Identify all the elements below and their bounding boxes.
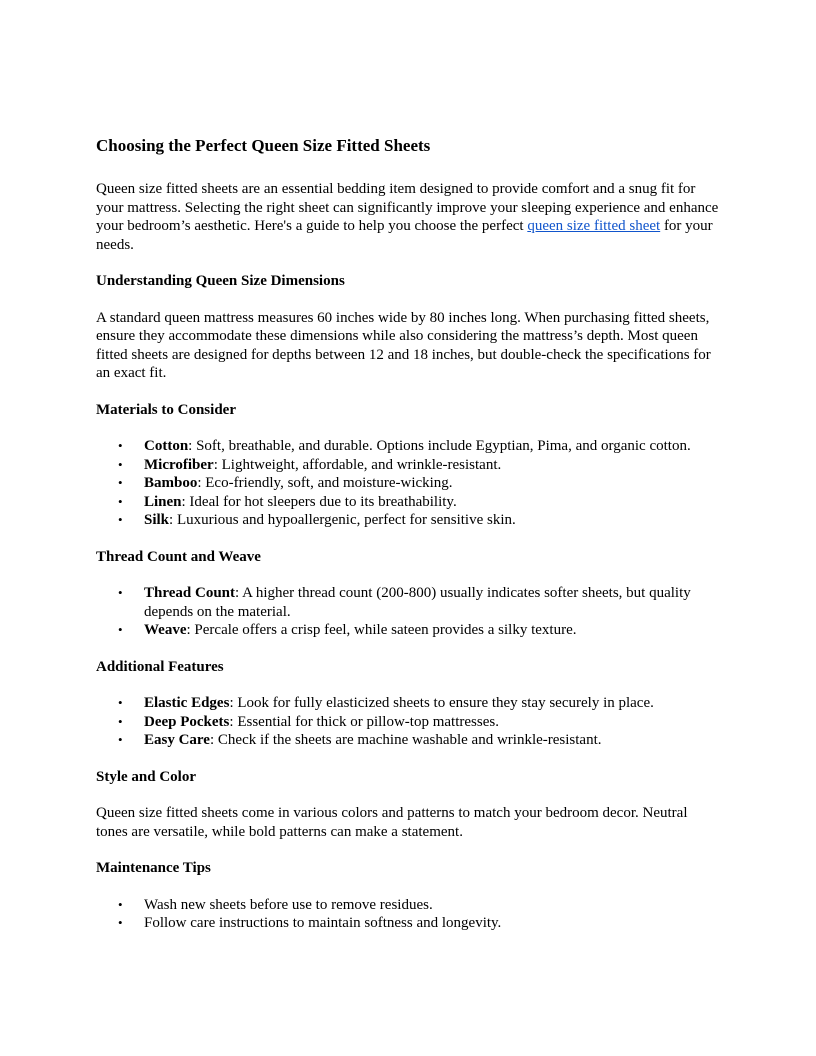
list-item-term: Deep Pockets bbox=[144, 713, 230, 730]
materials-list bbox=[96, 437, 720, 530]
intro-text-after: for your needs. bbox=[96, 218, 713, 253]
list-item-term: Bamboo bbox=[144, 475, 198, 491]
bullet-icon: • bbox=[118, 512, 123, 527]
list-item-term: Linen bbox=[144, 493, 182, 510]
bullet-icon: • bbox=[118, 896, 123, 912]
list-item-desc: : Check if the sheets are machine washable and wrinkle-resistant. bbox=[209, 732, 602, 748]
heading-style-color: Style and Color bbox=[96, 768, 197, 785]
heading-thread-count: Thread Count and Weave bbox=[96, 548, 261, 565]
bullet-icon: • bbox=[118, 438, 123, 453]
bullet-icon: • bbox=[118, 915, 123, 930]
list-item-desc: : Soft, breathable, and durable. Options include Egyptian, Pima, and organic cotton. bbox=[188, 438, 691, 454]
list-item bbox=[96, 584, 720, 621]
bullet-icon: • bbox=[118, 493, 123, 509]
list-item-desc: : Lightweight, affordable, and wrinkle-resistant. bbox=[213, 456, 502, 473]
list-item-term: Weave bbox=[144, 622, 187, 638]
list-item bbox=[96, 474, 720, 493]
list-item-desc: : Ideal for hot sleepers due to its breathability. bbox=[181, 493, 457, 510]
bullet-icon: • bbox=[118, 585, 123, 600]
list-item-desc: : Eco-friendly, soft, and moisture-wicking. bbox=[197, 475, 453, 491]
list-item bbox=[96, 493, 720, 512]
list-item-text: Wash new sheets before use to remove residues. bbox=[144, 896, 433, 913]
bullet-icon: • bbox=[118, 475, 123, 490]
list-item-term: Silk bbox=[144, 512, 170, 528]
list-item bbox=[96, 456, 720, 475]
list-item-desc: : Luxurious and hypoallergenic, perfect for sensitive skin. bbox=[169, 512, 516, 528]
list-item-term: Cotton bbox=[144, 438, 189, 454]
thread-list bbox=[96, 584, 720, 640]
bullet-icon: • bbox=[118, 456, 123, 472]
list-item bbox=[96, 437, 720, 456]
list-item-term: Microfiber bbox=[144, 456, 214, 473]
bullet-icon: • bbox=[118, 695, 123, 710]
queen-size-fitted-sheet-link[interactable]: queen size fitted sheet bbox=[527, 218, 661, 234]
features-list bbox=[96, 694, 720, 750]
page-title: Choosing the Perfect Queen Size Fitted Sheets bbox=[96, 136, 431, 155]
list-item bbox=[96, 731, 720, 750]
intro-text-before: Queen size fitted sheets are an essential bedding item designed to provide comfort and a snug fit for your mattress. Selecting the right sheet can significantly improve your sleeping experience and enhance your bedroom’s aesthetic. Here's a guide to help you choose the perfect bbox=[96, 181, 719, 234]
bullet-icon: • bbox=[118, 622, 123, 637]
list-item bbox=[96, 694, 720, 713]
bullet-icon: • bbox=[118, 713, 123, 729]
list-item-desc: : A higher thread count (200-800) usually indicates softer sheets, but quality depends on the material. bbox=[144, 585, 691, 620]
style-paragraph: Queen size fitted sheets come in various colors and patterns to match your bedroom decor. Neutral tones are versatile, while bold patterns can make a statement. bbox=[96, 805, 688, 840]
heading-dimensions: Understanding Queen Size Dimensions bbox=[96, 273, 345, 289]
list-item bbox=[96, 713, 720, 732]
list-item-desc: : Percale offers a crisp feel, while sateen provides a silky texture. bbox=[186, 622, 577, 638]
list-item-desc: : Look for fully elasticized sheets to ensure they stay securely in place. bbox=[229, 695, 654, 711]
bullet-icon: • bbox=[118, 732, 123, 747]
list-item-text: Follow care instructions to maintain softness and longevity. bbox=[144, 915, 502, 931]
list-item bbox=[96, 896, 720, 915]
list-item-desc: : Essential for thick or pillow-top mattresses. bbox=[229, 713, 499, 730]
heading-maintenance: Maintenance Tips bbox=[96, 860, 211, 876]
list-item bbox=[96, 511, 720, 530]
dimensions-paragraph: A standard queen mattress measures 60 inches wide by 80 inches long. When purchasing fitted sheets, ensure they accommodate these dimensions while also considering the mattress’s depth. Most queen fitted sheets are designed for depths between 12 and 18 inches, but double-check the specifications for an exact fit. bbox=[96, 309, 711, 381]
maintenance-list bbox=[96, 896, 720, 933]
list-item-term: Easy Care bbox=[144, 732, 210, 748]
heading-materials: Materials to Consider bbox=[96, 401, 236, 418]
list-item-term: Thread Count bbox=[144, 585, 235, 601]
intro-paragraph bbox=[96, 180, 720, 254]
heading-additional-features: Additional Features bbox=[96, 658, 224, 675]
list-item-term: Elastic Edges bbox=[144, 695, 230, 711]
list-item bbox=[96, 914, 720, 933]
list-item bbox=[96, 621, 720, 640]
